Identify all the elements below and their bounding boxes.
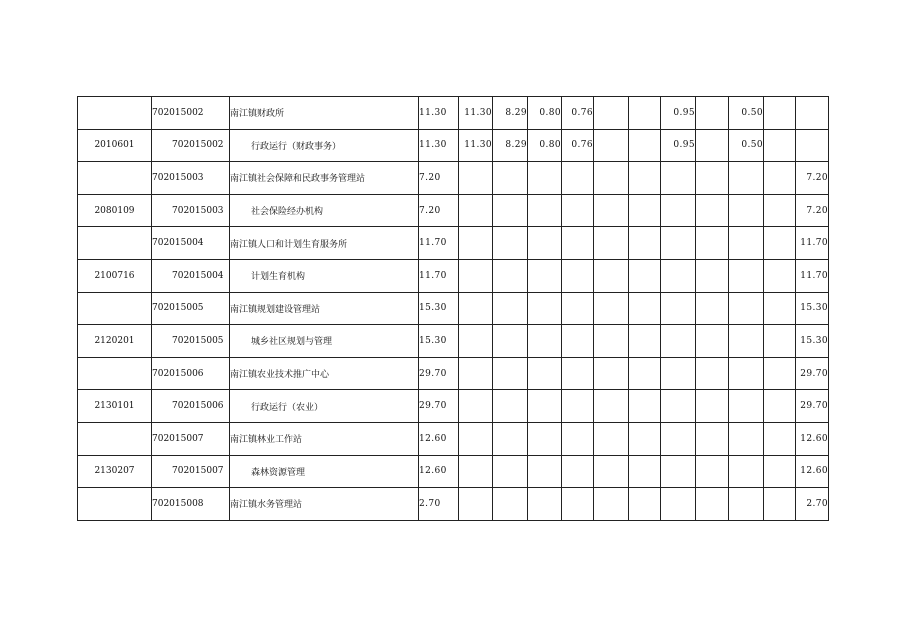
- amount-cell: [459, 390, 493, 423]
- amount-cell: [764, 325, 796, 358]
- amount-cell: [528, 227, 562, 260]
- function-code-cell: 2130101: [78, 390, 152, 423]
- amount-cell: [528, 259, 562, 292]
- amount-cell: [528, 357, 562, 390]
- unit-name-cell: 南江镇农业技术推广中心: [230, 357, 419, 390]
- unit-code-cell: 702015007: [152, 422, 230, 455]
- amount-cell: 29.70: [796, 390, 829, 423]
- amount-cell: 15.30: [796, 325, 829, 358]
- amount-cell: [661, 292, 696, 325]
- amount-cell: [764, 455, 796, 488]
- unit-code-cell: 702015007: [152, 455, 230, 488]
- amount-cell: [594, 390, 629, 423]
- amount-cell: [764, 194, 796, 227]
- amount-cell: [562, 259, 594, 292]
- amount-cell: [594, 97, 629, 130]
- amount-cell: [493, 390, 528, 423]
- function-code-cell: [78, 292, 152, 325]
- amount-cell: [764, 129, 796, 162]
- function-code-cell: 2100716: [78, 259, 152, 292]
- amount-cell: [729, 455, 764, 488]
- unit-code-cell: 702015006: [152, 357, 230, 390]
- table-row: [78, 422, 829, 455]
- amount-cell: [493, 292, 528, 325]
- amount-cell: [594, 227, 629, 260]
- function-code-cell: [78, 227, 152, 260]
- amount-cell: [594, 455, 629, 488]
- amount-cell: 8.29: [493, 129, 528, 162]
- amount-cell: [661, 357, 696, 390]
- function-code-cell: [78, 422, 152, 455]
- amount-cell: [661, 325, 696, 358]
- amount-cell: [459, 357, 493, 390]
- amount-cell: 11.30: [459, 129, 493, 162]
- amount-cell: [459, 227, 493, 260]
- amount-cell: [528, 390, 562, 423]
- table-row: [78, 455, 829, 488]
- amount-cell: 0.76: [562, 129, 594, 162]
- amount-cell: [729, 357, 764, 390]
- amount-cell: 0.50: [729, 97, 764, 130]
- amount-cell: [528, 292, 562, 325]
- amount-cell: [459, 325, 493, 358]
- amount-cell: [493, 357, 528, 390]
- amount-cell: [661, 422, 696, 455]
- unit-code-cell: 702015005: [152, 325, 230, 358]
- function-code-cell: 2080109: [78, 194, 152, 227]
- table-row: [78, 390, 829, 423]
- amount-cell: [696, 455, 729, 488]
- function-code-cell: 2130207: [78, 455, 152, 488]
- amount-cell: [764, 227, 796, 260]
- amount-cell: [594, 194, 629, 227]
- amount-cell: 15.30: [796, 292, 829, 325]
- amount-cell: [764, 97, 796, 130]
- amount-cell: [629, 259, 661, 292]
- table-row: [78, 129, 829, 162]
- amount-cell: 12.60: [419, 455, 459, 488]
- amount-cell: 11.70: [796, 227, 829, 260]
- unit-code-cell: 702015002: [152, 97, 230, 130]
- amount-cell: 7.20: [796, 162, 829, 195]
- amount-cell: [764, 390, 796, 423]
- amount-cell: [764, 162, 796, 195]
- amount-cell: [661, 488, 696, 521]
- table-row: [78, 97, 829, 130]
- amount-cell: [764, 488, 796, 521]
- amount-cell: [696, 227, 729, 260]
- amount-cell: 0.50: [729, 129, 764, 162]
- amount-cell: 7.20: [419, 162, 459, 195]
- amount-cell: [696, 488, 729, 521]
- table-body: [78, 97, 829, 521]
- unit-code-cell: 702015003: [152, 162, 230, 195]
- amount-cell: [764, 292, 796, 325]
- unit-name-cell: 南江镇社会保障和民政事务管理站: [230, 162, 419, 195]
- amount-cell: 12.60: [796, 455, 829, 488]
- amount-cell: [493, 422, 528, 455]
- amount-cell: [729, 162, 764, 195]
- amount-cell: [696, 97, 729, 130]
- amount-cell: [562, 292, 594, 325]
- function-code-cell: 2010601: [78, 129, 152, 162]
- amount-cell: [729, 488, 764, 521]
- amount-cell: 0.80: [528, 97, 562, 130]
- amount-cell: 7.20: [796, 194, 829, 227]
- amount-cell: 11.30: [419, 129, 459, 162]
- amount-cell: [661, 390, 696, 423]
- function-code-cell: [78, 162, 152, 195]
- unit-code-cell: 702015004: [152, 259, 230, 292]
- unit-code-cell: 702015002: [152, 129, 230, 162]
- table-row: [78, 292, 829, 325]
- amount-cell: 0.95: [661, 129, 696, 162]
- amount-cell: [493, 325, 528, 358]
- unit-name-cell: 南江镇林业工作站: [230, 422, 419, 455]
- amount-cell: [629, 422, 661, 455]
- table-row: [78, 325, 829, 358]
- amount-cell: [661, 227, 696, 260]
- amount-cell: [729, 325, 764, 358]
- amount-cell: 2.70: [796, 488, 829, 521]
- amount-cell: [629, 325, 661, 358]
- amount-cell: 0.76: [562, 97, 594, 130]
- amount-cell: 15.30: [419, 325, 459, 358]
- amount-cell: [493, 162, 528, 195]
- amount-cell: [493, 455, 528, 488]
- amount-cell: [764, 259, 796, 292]
- amount-cell: 12.60: [796, 422, 829, 455]
- amount-cell: 11.70: [419, 227, 459, 260]
- budget-table: [77, 96, 829, 521]
- amount-cell: [696, 162, 729, 195]
- amount-cell: [594, 292, 629, 325]
- amount-cell: [528, 325, 562, 358]
- amount-cell: [459, 194, 493, 227]
- amount-cell: [562, 422, 594, 455]
- amount-cell: [729, 292, 764, 325]
- function-code-cell: [78, 488, 152, 521]
- amount-cell: 11.70: [796, 259, 829, 292]
- amount-cell: [459, 162, 493, 195]
- amount-cell: [796, 129, 829, 162]
- amount-cell: [764, 422, 796, 455]
- unit-code-cell: 702015006: [152, 390, 230, 423]
- unit-code-cell: 702015005: [152, 292, 230, 325]
- amount-cell: [459, 455, 493, 488]
- amount-cell: 29.70: [419, 357, 459, 390]
- unit-name-cell: 南江镇人口和计划生育服务所: [230, 227, 419, 260]
- amount-cell: [729, 422, 764, 455]
- unit-name-cell: 南江镇财政所: [230, 97, 419, 130]
- amount-cell: [528, 455, 562, 488]
- function-code-cell: [78, 357, 152, 390]
- amount-cell: [696, 129, 729, 162]
- amount-cell: [562, 357, 594, 390]
- table-row: [78, 162, 829, 195]
- amount-cell: [459, 259, 493, 292]
- amount-cell: [528, 422, 562, 455]
- amount-cell: [629, 357, 661, 390]
- unit-code-cell: 702015008: [152, 488, 230, 521]
- amount-cell: [459, 422, 493, 455]
- amount-cell: [562, 455, 594, 488]
- amount-cell: [594, 129, 629, 162]
- table-row: [78, 488, 829, 521]
- amount-cell: [594, 422, 629, 455]
- amount-cell: [629, 227, 661, 260]
- amount-cell: [696, 194, 729, 227]
- amount-cell: 12.60: [419, 422, 459, 455]
- amount-cell: [528, 488, 562, 521]
- amount-cell: [493, 488, 528, 521]
- function-code-cell: [78, 97, 152, 130]
- amount-cell: [661, 455, 696, 488]
- amount-cell: [594, 162, 629, 195]
- amount-cell: [594, 357, 629, 390]
- amount-cell: [562, 488, 594, 521]
- amount-cell: 11.30: [459, 97, 493, 130]
- unit-name-cell: 城乡社区规划与管理: [230, 325, 419, 358]
- amount-cell: [629, 292, 661, 325]
- amount-cell: [459, 292, 493, 325]
- unit-name-cell: 行政运行（农业）: [230, 390, 419, 423]
- amount-cell: [796, 97, 829, 130]
- amount-cell: 0.95: [661, 97, 696, 130]
- amount-cell: [493, 227, 528, 260]
- amount-cell: [729, 390, 764, 423]
- table-row: [78, 194, 829, 227]
- amount-cell: [696, 292, 729, 325]
- amount-cell: [493, 259, 528, 292]
- amount-cell: [562, 390, 594, 423]
- amount-cell: [459, 488, 493, 521]
- amount-cell: [629, 455, 661, 488]
- unit-name-cell: 行政运行（财政事务）: [230, 129, 419, 162]
- unit-name-cell: 南江镇水务管理站: [230, 488, 419, 521]
- amount-cell: 29.70: [796, 357, 829, 390]
- amount-cell: 15.30: [419, 292, 459, 325]
- amount-cell: 11.30: [419, 97, 459, 130]
- amount-cell: [696, 325, 729, 358]
- amount-cell: [562, 162, 594, 195]
- amount-cell: [562, 325, 594, 358]
- amount-cell: [629, 194, 661, 227]
- amount-cell: 0.80: [528, 129, 562, 162]
- amount-cell: [696, 357, 729, 390]
- amount-cell: 29.70: [419, 390, 459, 423]
- table-row: [78, 357, 829, 390]
- unit-name-cell: 社会保险经办机构: [230, 194, 419, 227]
- amount-cell: [764, 357, 796, 390]
- amount-cell: [696, 422, 729, 455]
- amount-cell: [661, 259, 696, 292]
- amount-cell: [594, 325, 629, 358]
- unit-name-cell: 南江镇规划建设管理站: [230, 292, 419, 325]
- amount-cell: 7.20: [419, 194, 459, 227]
- unit-name-cell: 森林资源管理: [230, 455, 419, 488]
- amount-cell: 8.29: [493, 97, 528, 130]
- amount-cell: [696, 390, 729, 423]
- amount-cell: [729, 259, 764, 292]
- amount-cell: [594, 488, 629, 521]
- amount-cell: [493, 194, 528, 227]
- amount-cell: 11.70: [419, 259, 459, 292]
- amount-cell: [629, 162, 661, 195]
- amount-cell: [629, 488, 661, 521]
- amount-cell: [629, 390, 661, 423]
- amount-cell: [629, 97, 661, 130]
- table-row: [78, 259, 829, 292]
- amount-cell: [729, 227, 764, 260]
- amount-cell: [594, 259, 629, 292]
- unit-name-cell: 计划生育机构: [230, 259, 419, 292]
- amount-cell: [562, 194, 594, 227]
- unit-code-cell: 702015004: [152, 227, 230, 260]
- table-row: [78, 227, 829, 260]
- amount-cell: [528, 194, 562, 227]
- amount-cell: [661, 194, 696, 227]
- amount-cell: [528, 162, 562, 195]
- unit-code-cell: 702015003: [152, 194, 230, 227]
- amount-cell: [661, 162, 696, 195]
- amount-cell: [562, 227, 594, 260]
- amount-cell: 2.70: [419, 488, 459, 521]
- amount-cell: [696, 259, 729, 292]
- amount-cell: [729, 194, 764, 227]
- function-code-cell: 2120201: [78, 325, 152, 358]
- amount-cell: [629, 129, 661, 162]
